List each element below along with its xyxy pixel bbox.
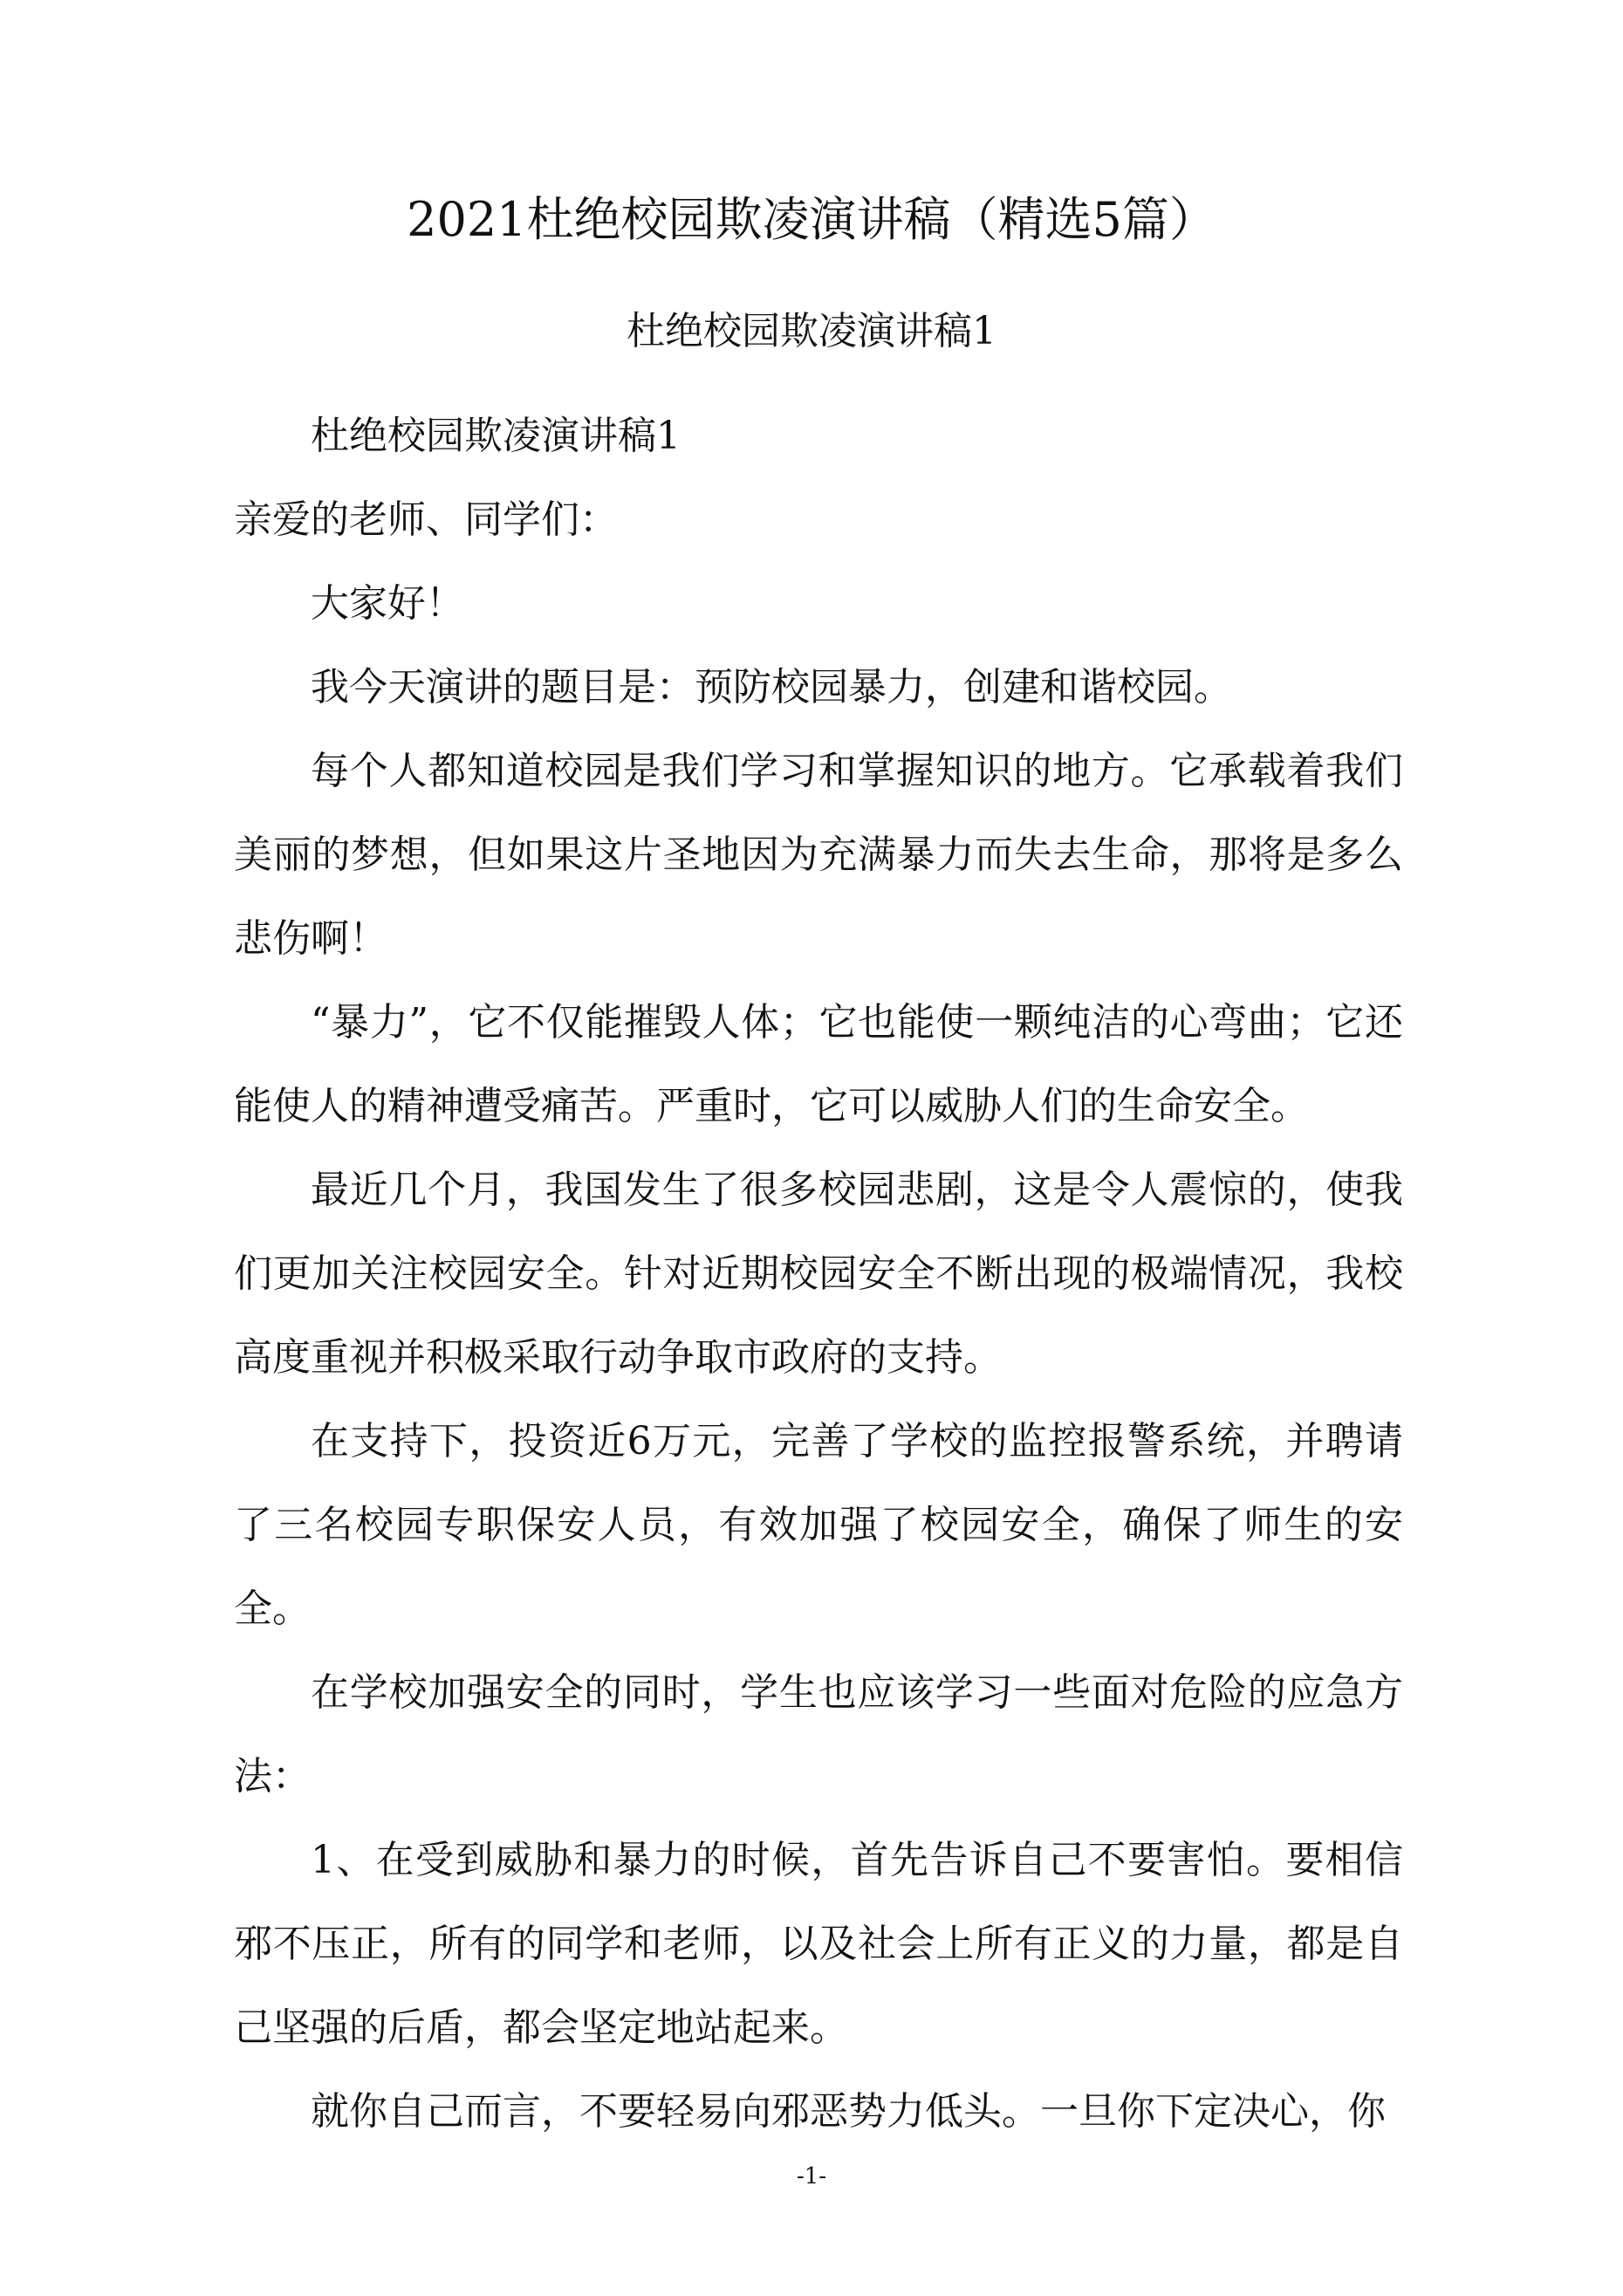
section-heading: 杜绝校园欺凌演讲稿1 [627, 309, 996, 353]
paragraph: 最近几个月，我国发生了很多校园悲剧，这是令人震惊的，使我们更加关注校园安全。针对近期校园安全不断出现的极端情况，我校高度重视并积极采取行动争取市政府的支持。 [234, 1168, 1403, 1380]
paragraph: “暴力”，它不仅能摧毁人体；它也能使一颗纯洁的心弯曲；它还能使人的精神遭受痛苦。严重时，它可以威胁人们的生命安全。 [234, 1000, 1403, 1128]
document-body [234, 394, 1403, 2154]
paragraph: 就你自己而言，不要轻易向邪恶势力低头。一旦你下定决心，你 [311, 2089, 1386, 2134]
paragraph: 在学校加强安全的同时，学生也应该学习一些面对危险的应急方法： [234, 1670, 1403, 1799]
paragraph: 大家好！ [311, 581, 464, 626]
page-number: -1- [796, 2163, 827, 2190]
paragraph: 在支持下，投资近6万元，完善了学校的监控报警系统，并聘请了三名校园专职保安人员，有效加强了校园安全，确保了师生的安全。 [234, 1419, 1403, 1631]
document-title: 2021杜绝校园欺凌演讲稿（精选5篇） [407, 192, 1216, 247]
paragraph: 我今天演讲的题目是：预防校园暴力，创建和谐校园。 [311, 665, 1232, 709]
paragraph: 杜绝校园欺凌演讲稿1 [311, 414, 681, 458]
paragraph: 1、在受到威胁和暴力的时候，首先告诉自己不要害怕。要相信邪不压正，所有的同学和老师，以及社会上所有正义的力量，都是自己坚强的后盾，都会坚定地站起来。 [234, 1838, 1403, 2050]
paragraph: 每个人都知道校园是我们学习和掌握知识的地方。它承载着我们美丽的梦想，但如果这片圣地因为充满暴力而失去生命，那将是多么悲伤啊！ [234, 749, 1403, 961]
paragraph: 亲爱的老师、同学们： [234, 497, 618, 542]
